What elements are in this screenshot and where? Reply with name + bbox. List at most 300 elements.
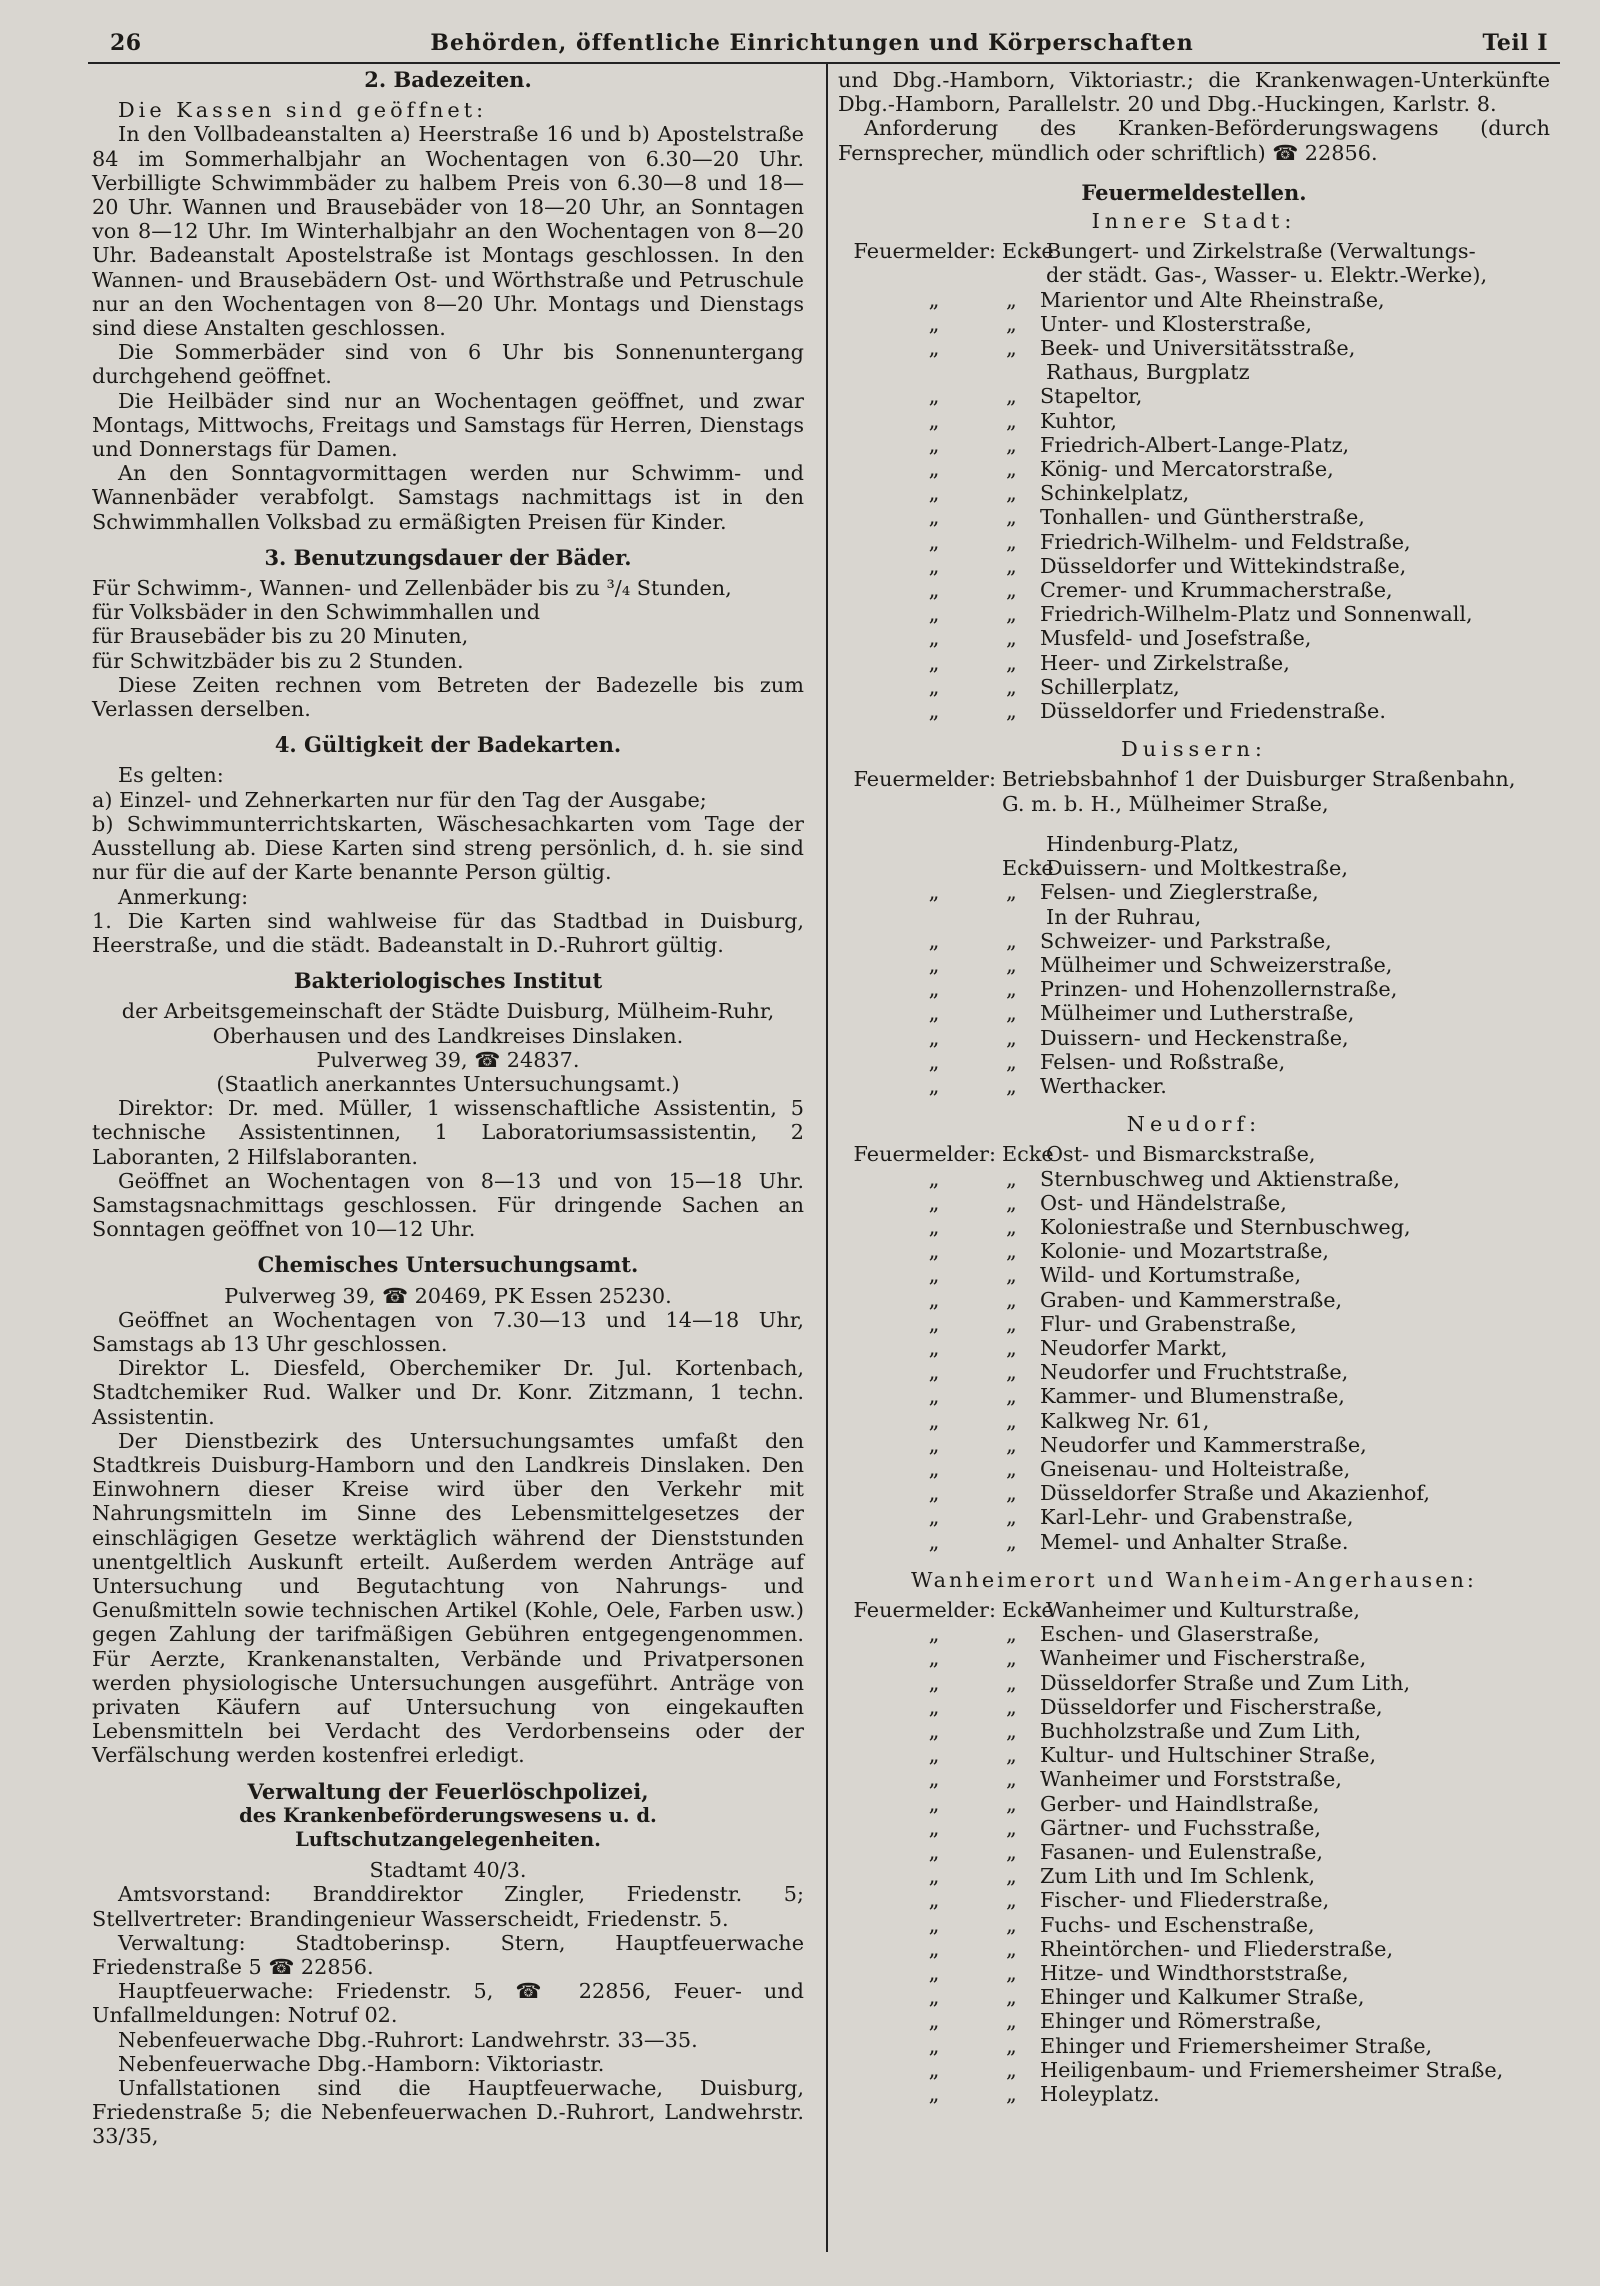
list-item-text: Neudorfer Markt, [1040,1335,1228,1360]
ditto-mark: „ [928,880,940,905]
ditto-mark: „ [928,457,940,482]
ditto-mark: „ [1006,1360,1017,1385]
ditto-mark: „ [1006,1214,1017,1239]
ditto-mark: „ [928,1360,940,1385]
list-item [838,1646,1550,1670]
ditto-mark: „ [928,977,940,1002]
ditto-mark: „ [1006,1166,1017,1191]
list-item-text: Memel- und Anhalter Straße. [1040,1529,1349,1554]
list-item [838,1074,1550,1098]
ditto-mark: „ [1006,1263,1017,1288]
ditto-mark: „ [928,952,940,977]
list-item [838,1336,1550,1360]
list-item-text: Ehinger und Friemersheimer Straße, [1040,2033,1433,2058]
list-item [838,1409,1550,1433]
section-heading-chem: Chemisches Untersuchungsamt. [257,1252,639,1278]
list-item [838,1888,1550,1912]
list-item [838,1816,1550,1840]
text-line: Für Schwimm-, Wannen- und Zellenbäder bis zu ³/₄ Stunden, [92,576,732,601]
text-line: Stadtamt 40/3. [369,1858,527,1883]
spacer [838,263,1002,287]
paragraph: Die Heilbäder sind nur an Wochentagen geöffnet, und zwar Montags, Mittwochs, Freitags und Samstags für Herren, Dienstags und Donnerstags für Damen. [92,388,804,462]
feuermelder-label: Feuermelder: [853,239,996,264]
ditto-mark: „ [1006,602,1017,627]
list-item-text: Duissern- und Heckenstraße, [1040,1025,1349,1050]
ditto-mark: „ [928,1912,940,1937]
ditto-mark: „ [928,1961,940,1986]
list-item [838,1457,1550,1481]
feuermelder-label: Feuermelder: [853,767,996,792]
header-rule [88,62,1560,64]
spacer [1002,360,1046,384]
list-item [838,1961,1550,1985]
list-item [838,1481,1550,1505]
paragraph: Geöffnet an Wochentagen von 7.30—13 und 14—18 Uhr, Samstags ab 13 Uhr geschlossen. [92,1307,804,1356]
list-item-text: Buchholzstraße und Zum Lith, [1040,1719,1362,1743]
list-item-text: Wild- und Kortumstraße, [1040,1263,1302,1288]
ditto-mark: „ [928,1481,940,1506]
ditto-mark: „ [928,336,940,361]
ditto-mark: „ [1006,1646,1017,1671]
ditto-mark: „ [1006,1432,1017,1457]
ditto-mark: „ [928,1646,940,1671]
list-item-text: Ehinger und Römerstraße, [1040,2009,1322,2034]
paragraph: Anforderung des Kranken-Beförderungswagens (durch Fernsprecher, mündlich oder schriftlich) ☎ 22856. [838,116,1550,165]
ditto-mark: „ [1006,2082,1017,2107]
list-item [838,1167,1550,1191]
ditto-mark: „ [928,1335,940,1360]
ditto-mark: „ [928,1287,940,1312]
list-item-text: Gerber- und Haindlstraße, [1040,1791,1320,1816]
ditto-mark: „ [928,626,940,651]
list-item-text: Holeyplatz. [1040,2082,1160,2107]
ditto-mark: „ [1006,311,1017,336]
list-item [838,1215,1550,1239]
list-item [838,1864,1550,1888]
list-item-text: Hitze- und Windthorststraße, [1040,1961,1349,1986]
list-item [838,1384,1550,1408]
list-item-text: Cremer- und Krummacherstraße, [1040,578,1393,603]
ditto-mark: „ [928,1864,940,1889]
paragraph: Nebenfeuerwache Dbg.-Ruhrort: Landwehrstr. 33—35. [118,2027,698,2052]
spacer [838,360,1002,384]
list-item [838,1433,1550,1457]
list-item [838,1719,1550,1743]
list-item-text: Felsen- und Roßstraße, [1040,1049,1286,1074]
text-line: der Arbeitsgemeinschaft der Städte Duisburg, Mülheim-Ruhr, Oberhausen und des Landkreises Dinslaken. [121,999,775,1048]
ecke-label: Ecke [1002,856,1054,881]
list-item-text: Flur- und Grabenstraße, [1040,1311,1297,1336]
list-item-text: Fasanen- und Eulenstraße, [1040,1840,1324,1865]
list-item-text: Friedrich-Albert-Lange-Platz, [1040,432,1350,457]
ditto-mark: „ [928,1815,940,1840]
list-item [838,312,1550,336]
district-heading-wanheim: Wanheimerort und Wanheim-Angerhausen: [911,1567,1477,1592]
ditto-mark: „ [928,287,940,312]
spacer [1002,905,1046,929]
list-item [838,1598,1550,1622]
ditto-mark: „ [1006,1311,1017,1336]
ditto-mark: „ [928,1985,940,2010]
ecke-label: Ecke [1002,1142,1054,1167]
ditto-mark: „ [928,1936,940,1961]
ditto-mark: „ [928,529,940,554]
list-item [838,1239,1550,1263]
ditto-mark: „ [928,1840,940,1865]
ditto-mark: „ [1006,1840,1017,1865]
ditto-mark: „ [1006,1384,1017,1409]
list-item [838,554,1550,578]
ditto-mark: „ [1006,1670,1017,1695]
list-item: b) Schwimmunterrichtskarten, Wäschesachkarten vom Tage der Ausstellung ab. Diese Karten sind streng persönlich, d. h. sie sind nur für die auf der Karte benannte Person gültig. [92,811,804,885]
text-line: Pulverweg 39, ☎ 20469, PK Essen 25230. [224,1283,672,1308]
section-heading-gueltigkeit: 4. Gültigkeit der Badekarten. [274,732,622,758]
ditto-mark: „ [928,1214,940,1239]
list-item-text: Bungert- und Zirkelstraße (Verwaltungs- [1046,239,1476,264]
list-item-text: Fuchs- und Eschenstraße, [1040,1912,1315,1937]
ecke-label: Ecke [1002,239,1054,264]
paragraph: und Dbg.-Hamborn, Viktoriastr.; die Krankenwagen-Unterkünfte Dbg.-Hamborn, Parallelstr. 20 und Dbg.-Huckingen, Karlstr. 8. [838,68,1550,117]
list-item [838,1142,1550,1166]
paragraph: Diese Zeiten rechnen vom Betreten der Badezelle bis zum Verlassen derselben. [92,672,804,722]
list-item [838,953,1550,977]
ditto-mark: „ [1006,1791,1017,1816]
list-item-text: Graben- und Kammerstraße, [1040,1287,1343,1312]
right-column [838,68,1550,2106]
list-item-text: Felsen- und Zieglerstraße, [1040,880,1319,905]
ditto-mark: „ [1006,1936,1017,1961]
list-item [838,880,1550,904]
ditto-mark: „ [928,553,940,578]
list-item-text: Kalkweg Nr. 61, [1040,1408,1210,1433]
ditto-mark: „ [928,1239,940,1264]
text-line: Pulverweg 39, ☎ 24837. [316,1047,580,1072]
ditto-mark: „ [1006,529,1017,554]
ditto-mark: „ [928,2082,940,2107]
ditto-mark: „ [1006,287,1017,312]
ditto-mark: „ [1006,408,1017,433]
column-divider [826,62,828,2252]
list-item-text: Wanheimer und Forststraße, [1040,1767,1342,1792]
ditto-mark: „ [928,408,940,433]
ditto-mark: „ [928,505,940,530]
list-item [838,1913,1550,1937]
paragraph: Geöffnet an Wochentagen von 8—13 und von 15—18 Uhr. Samstagsnachmittags geschlossen. Für dringende Sachen an Sonntagen geöffnet von 10—12 Uhr. [92,1168,804,1242]
section-heading-feuer-1: Verwaltung der Feuerlöschpolizei, [247,1778,649,1804]
district-heading-innere-stadt: Innere Stadt: [1091,209,1297,234]
list-item-text: Zum Lith und Im Schlenk, [1040,1864,1316,1889]
list-item [838,792,1550,816]
paragraph: Direktor: Dr. med. Müller, 1 wissenschaftliche Assistentin, 5 technische Assistentinnen, 1 Laboratoriumsassistentin, 2 Laboranten, 2 Hilfslaboranten. [92,1096,804,1169]
district-heading-duissern: Duissern: [1121,737,1267,762]
list-item-text: Schinkelplatz, [1040,481,1190,506]
ditto-mark: „ [1006,626,1017,651]
ditto-mark: „ [928,1888,940,1913]
paragraph: In den Vollbadeanstalten a) Heerstraße 16 und b) Apostelstraße 84 im Sommerhalbjahr an Wochentagen von 6.30—20 Uhr. Verbilligte Schwimmbäder zu halbem Preis von 6.30—8 und 18—20 Uhr. Wannen und Brausebäder von 18—20 Uhr, an Sonntagen von 8—12 Uhr. Im Winterhalbjahr an den Wochentagen von 8—20 Uhr. Badeanstalt Apostelstraße ist Montags geschlossen. In den Wannen- und Brausebädern Ost- und Wörthstraße und Petruschule nur an den Wochentagen von 8—20 Uhr. Montags und Dienstags sind diese Anstalten geschlossen. [92,122,804,341]
ditto-mark: „ [928,1384,940,1409]
list-item-text: Musfeld- und Josefstraße, [1040,626,1312,651]
ditto-mark: „ [1006,1049,1017,1074]
list-item-text: Neudorfer und Fruchtstraße, [1040,1360,1349,1385]
list-item-text: Heiligenbaum- und Friemersheimer Straße, [1040,2057,1504,2082]
ditto-mark: „ [1006,1888,1017,1913]
list-item [838,1050,1550,1074]
ditto-mark: „ [1006,1912,1017,1937]
ditto-mark: „ [1006,2057,1017,2082]
list-item-text: Marientor und Alte Rheinstraße, [1040,287,1385,312]
list-item [838,767,1550,791]
ditto-mark: „ [928,1767,940,1792]
ditto-mark: „ [1006,1719,1017,1743]
list-item-text: Gneisenau- und Holteistraße, [1040,1456,1351,1481]
ditto-mark: „ [1006,2009,1017,2034]
list-item [838,602,1550,626]
list-item [838,832,1550,856]
ditto-mark: „ [1006,384,1017,409]
spacer [838,856,1002,880]
ditto-mark: „ [1006,1335,1017,1360]
list-item [838,1505,1550,1529]
list-item-text: Beek- und Universitätsstraße, [1040,336,1356,361]
list-item-text: Ost- und Händelstraße, [1040,1190,1287,1215]
ditto-mark: „ [1006,1694,1017,1719]
left-column [92,68,804,2149]
list-item [838,1840,1550,1864]
list-item [838,1288,1550,1312]
list-item [838,263,1550,287]
ditto-mark: „ [928,602,940,627]
innere-stadt-list [838,239,1550,723]
ditto-mark: „ [928,1529,940,1554]
list-item-text: Düsseldorfer und Wittekindstraße, [1040,553,1407,578]
ditto-mark: „ [1006,1985,1017,2010]
list-item [838,457,1550,481]
ditto-mark: „ [928,1622,940,1647]
list-item-text: Karl-Lehr- und Grabenstraße, [1040,1505,1354,1530]
ditto-mark: „ [1006,952,1017,977]
paragraph: Unfallstationen sind die Hauptfeuerwache, Duisburg, Friedenstraße 5; die Nebenfeuerwachen D.-Ruhrort, Landwehrstr. 33/35, [92,2076,804,2149]
list-item [838,1360,1550,1384]
list-item-text: In der Ruhrau, [1046,904,1202,929]
list-item-text: G. m. b. H., Mülheimer Straße, [1002,791,1329,816]
paragraph: Amtsvorstand: Branddirektor Zingler, Friedenstr. 5; Stellvertreter: Brandingenieur Wasserscheidt, Friedenstr. 5. [92,1882,804,1931]
paragraph: Hauptfeuerwache: Friedenstr. 5, ☎ 22856, Feuer- und Unfallmeldungen: Notruf 02. [92,1979,804,2028]
list-item [838,433,1550,457]
list-item-text: Eschen- und Glaserstraße, [1040,1622,1320,1647]
list-item [838,1622,1550,1646]
list-item [838,929,1550,953]
list-item-text: Wanheimer und Kulturstraße, [1046,1597,1361,1622]
list-item [838,651,1550,675]
ditto-mark: „ [928,1456,940,1481]
ditto-mark: „ [928,1166,940,1191]
neudorf-list [838,1142,1550,1553]
list-item-text: Unter- und Klosterstraße, [1040,311,1313,336]
list-item [838,360,1550,384]
list-item-text: Mülheimer und Schweizerstraße, [1040,952,1393,977]
ditto-mark: „ [928,674,940,699]
list-item-text: Düsseldorfer Straße und Akazienhof, [1040,1481,1430,1506]
ditto-mark: „ [928,1001,940,1026]
paragraph: Die Sommerbäder sind von 6 Uhr bis Sonnenuntergang durchgehend geöffnet. [92,340,804,389]
list-item [838,2058,1550,2082]
ditto-mark: „ [1006,650,1017,675]
section-heading-feuermeldestellen: Feuermeldestellen. [1081,179,1307,205]
list-item-text: Rheintörchen- und Fliederstraße, [1040,1936,1394,1961]
list-item [838,2034,1550,2058]
ditto-mark: „ [928,1432,940,1457]
list-item-text: Prinzen- und Hohenzollernstraße, [1040,977,1398,1002]
ditto-mark: „ [928,699,940,724]
list-item [838,1191,1550,1215]
paragraph: Direktor L. Diesfeld, Oberchemiker Dr. Jul. Kortenbach, Stadtchemiker Rud. Walker und Dr. Konr. Zitzmann, 1 techn. Assistentin. [92,1356,804,1429]
list-item-text: Gärtner- und Fuchsstraße, [1040,1815,1322,1840]
list-item [838,1312,1550,1336]
list-item-text: Kammer- und Blumenstraße, [1040,1384,1345,1409]
spacer [838,905,1002,929]
ditto-mark: „ [928,578,940,603]
list-item-text: Friedrich-Wilhelm- und Feldstraße, [1040,529,1411,554]
list-item [838,1767,1550,1791]
section-heading-feuer-2: des Krankenbeförderungswesens u. d. Luftschutzangelegenheiten. [239,1803,657,1852]
ditto-mark: „ [928,311,940,336]
list-item [838,1937,1550,1961]
list-item-text: Ost- und Bismarckstraße, [1046,1142,1316,1167]
list-item [838,905,1550,929]
spacer [1002,263,1046,287]
header-part: Teil I [1482,30,1548,56]
ditto-mark: „ [928,1791,940,1816]
section-heading-benutzung: 3. Benutzungsdauer der Bäder. [264,544,632,570]
list-item: a) Einzel- und Zehnerkarten nur für den Tag der Ausgabe; [92,787,707,812]
ditto-mark: „ [1006,1529,1017,1554]
list-item-text: Düsseldorfer und Fischerstraße, [1040,1694,1383,1719]
feuermelder-label: Feuermelder: [853,1142,996,1167]
list-item-text: Stapeltor, [1040,384,1143,409]
ecke-label: Ecke [1002,1597,1054,1622]
list-item-text: Koloniestraße und Sternbuschweg, [1040,1214,1411,1239]
list-item [838,409,1550,433]
ditto-mark: „ [1006,1743,1017,1768]
section-heading-badezeiten: 2. Badezeiten. [364,67,532,92]
list-item-text: Mülheimer und Lutherstraße, [1040,1001,1355,1026]
list-item-text: Werthacker. [1040,1073,1167,1098]
ditto-mark: „ [1006,1505,1017,1530]
list-item-text: Friedrich-Wilhelm-Platz und Sonnenwall, [1040,602,1473,627]
list-item [838,481,1550,505]
list-item-text: Sternbuschweg und Aktienstraße, [1040,1166,1400,1191]
ditto-mark: „ [1006,699,1017,724]
ditto-mark: „ [928,2009,940,2034]
ditto-mark: „ [1006,1001,1017,1026]
ditto-mark: „ [1006,1073,1017,1098]
list-item-text: Tonhallen- und Güntherstraße, [1040,505,1365,530]
text-line: für Brausebäder bis zu 20 Minuten, [92,624,469,649]
ditto-mark: „ [928,1049,940,1074]
list-item-text: Fischer- und Fliederstraße, [1040,1888,1330,1913]
list-item-text: Neudorfer und Kammerstraße, [1040,1432,1367,1457]
ditto-mark: „ [1006,553,1017,578]
running-header [110,30,1548,60]
ditto-mark: „ [1006,432,1017,457]
list-item: 1. Die Karten sind wahlweise für das Stadtbad in Duisburg, Heerstraße, und die städt. Badeanstalt in D.-Ruhrort gültig. [92,908,804,957]
list-item-text: Wanheimer und Fischerstraße, [1040,1646,1367,1671]
list-item-text: Heer- und Zirkelstraße, [1040,650,1290,675]
ditto-mark: „ [1006,1481,1017,1506]
ditto-mark: „ [928,1408,940,1433]
ditto-mark: „ [928,1694,940,1719]
list-item-text: Ehinger und Kalkumer Straße, [1040,1985,1365,2010]
list-item-text: Betriebsbahnhof 1 der Duisburger Straßenbahn, [1002,767,1516,792]
ditto-mark: „ [928,1311,940,1336]
ditto-mark: „ [1006,880,1017,905]
list-item [838,1743,1550,1767]
list-item [838,288,1550,312]
list-item-text: der städt. Gas-, Wasser- u. Elektr.-Werke), [1046,263,1488,288]
ditto-mark: „ [928,2033,940,2058]
list-item-text: König- und Mercatorstraße, [1040,457,1334,482]
list-item [838,2009,1550,2033]
ditto-mark: „ [1006,1287,1017,1312]
text-line: Es gelten: [118,763,224,788]
ditto-mark: „ [928,384,940,409]
list-item [838,1695,1550,1719]
ditto-mark: „ [1006,1622,1017,1647]
ditto-mark: „ [928,1719,940,1743]
list-item [838,626,1550,650]
list-item [838,239,1550,263]
paragraph: Die Kassen sind geöffnet: [118,98,488,123]
ditto-mark: „ [1006,1239,1017,1264]
list-item [838,977,1550,1001]
ditto-mark: „ [928,432,940,457]
list-item [838,530,1550,554]
ditto-mark: „ [1006,1190,1017,1215]
list-item [838,2082,1550,2106]
ditto-mark: „ [928,2057,940,2082]
ditto-mark: „ [1006,481,1017,506]
duissern-list [838,856,1550,1098]
list-item [838,1792,1550,1816]
paragraph: An den Sonntagvormittagen werden nur Schwimm- und Wannenbäder verabfolgt. Samstags nachmittags ist in den Schwimmhallen Volksbad zu ermäßigten Preisen für Kinder. [92,461,804,534]
ditto-mark: „ [1006,977,1017,1002]
section-heading-bakt: Bakteriologisches Institut [293,968,603,994]
text-line: für Volksbäder in den Schwimmhallen und [92,600,541,625]
list-item [838,578,1550,602]
ditto-mark: „ [928,1505,940,1530]
header-title: Behörden, öffentliche Einrichtungen und Körperschaften [430,30,1194,56]
list-item [838,1026,1550,1050]
text-line: für Schwitzbäder bis zu 2 Stunden. [92,648,464,673]
ditto-mark: „ [1006,674,1017,699]
ditto-mark: „ [928,1670,940,1695]
text-line: (Staatlich anerkanntes Untersuchungsamt.) [216,1071,680,1096]
wanheim-list [838,1598,1550,2106]
list-item [838,336,1550,360]
list-item-text: Kultur- und Hultschiner Straße, [1040,1743,1377,1768]
ditto-mark: „ [1006,336,1017,361]
paragraph: Nebenfeuerwache Dbg.-Hamborn: Viktoriastr. [118,2051,605,2076]
list-item [838,1671,1550,1695]
list-item-text: Schillerplatz, [1040,674,1180,699]
list-item [838,699,1550,723]
ditto-mark: „ [1006,928,1017,953]
district-heading-neudorf: Neudorf: [1126,1112,1262,1137]
list-item-text: Kolonie- und Mozartstraße, [1040,1239,1330,1264]
ditto-mark: „ [928,650,940,675]
list-item-text: Hindenburg-Platz, [1046,831,1240,856]
ditto-mark: „ [928,1025,940,1050]
